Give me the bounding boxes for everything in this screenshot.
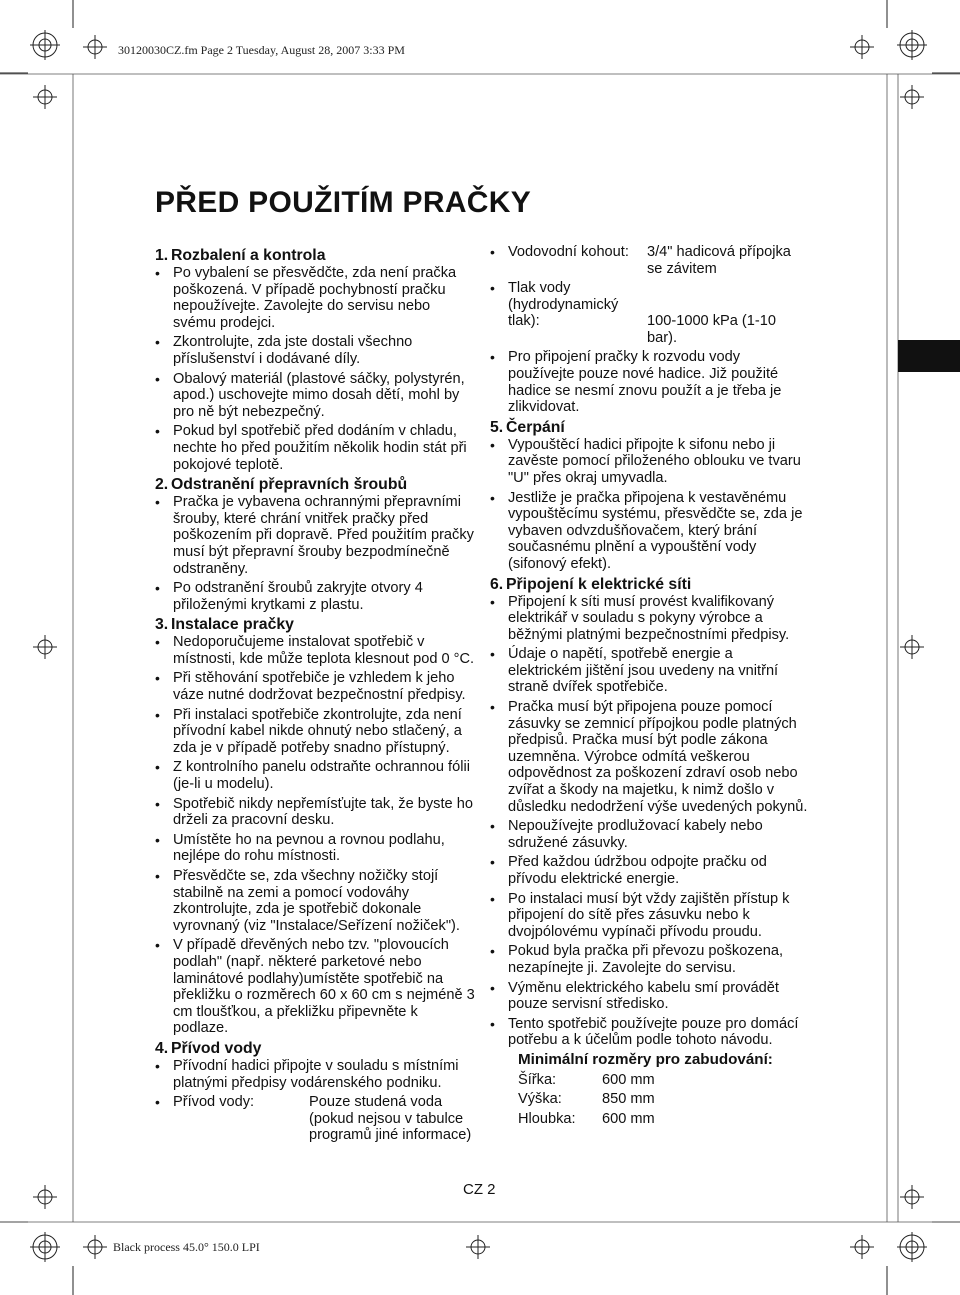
section-heading: 4. Přívod vody [155, 1039, 262, 1057]
list-item: • Nedoporučujeme instalovat spotřebič v místnosti, kde může teplota klesnout pod 0 °C. [155, 634, 475, 667]
list-item: • Po vybalení se přesvědčte, zda není pračka poškozená. V případě pochybností pračku nepoužívejte. Zavolejte do servisu nebo svému prodejci. [155, 265, 475, 331]
list-item-kv [490, 280, 810, 346]
kv-key: • Přívod vody: [173, 1094, 255, 1111]
kv-key: • Vodovodní kohout: [508, 244, 629, 260]
dimension-label: Hloubka: [518, 1110, 576, 1127]
dimension-row [518, 1090, 810, 1110]
list-item: • Pro připojení pračky k rozvodu vody používejte pouze nové hadice. Již použité hadice se nesmí znovu použít a je třeba je zlikvidovat. [490, 349, 810, 415]
dimension-value: 600 mm [602, 1071, 655, 1088]
page-number: CZ 2 [463, 1181, 496, 1198]
section-heading: 6. Připojení k elektrické síti [490, 575, 692, 593]
section-heading: 5. Čerpání [490, 418, 565, 436]
list-item: • Zkontrolujte, zda jste dostali všechno příslušenství i dodávané díly. [155, 334, 475, 367]
list-item: • Připojení k síti musí provést kvalifikovaný elektrikář v souladu s pokyny výrobce a běžnými platnými bezpečnostními předpisy. [490, 594, 810, 644]
dimension-value: 850 mm [602, 1091, 655, 1108]
list-item: • Vypouštěcí hadici připojte k sifonu nebo ji zavěste pomocí přiloženého oblouku ve tvaru "U" přes okraj umyvadla. [490, 437, 810, 487]
kv-value: Pouze studená voda (pokud nejsou v tabulce programů jiné informace) [309, 1094, 472, 1144]
thumb-index-tab [898, 340, 960, 372]
list-item: • Přesvědčte se, zda všechny nožičky stojí stabilně na zemi a pomocí vodováhy zkontrolujte, zda je spotřebič dokonale vyrovnaný (viz "Instalace/Seřízení nožiček"). [155, 868, 475, 934]
list-item: • V případě dřevěných nebo tzv. "plovoucích podlah" (např. některé parketové nebo laminátové podlahy)umístěte spotřebič na překližku o rozměrech 60 x 60 cm s nejméně 3 cm tloušťkou, a překližku připevněte k podlaze. [155, 937, 475, 1037]
list-item: • Umístěte ho na pevnou a rovnou podlahu, nejlépe do rohu místnosti. [155, 832, 475, 865]
list-item: • Při instalaci spotřebiče zkontrolujte, zda není přívodní kabel nikde ohnutý nebo stlačený, a zda je v případě potřeby snadno přístupný. [155, 707, 475, 757]
section-heading: 1. Rozbalení a kontrola [155, 247, 326, 264]
bullet-list [490, 244, 810, 416]
page-title: PŘED POUŽITÍM PRAČKY [155, 186, 532, 219]
bullet-list [490, 594, 810, 1049]
dimension-label: Šířka: [518, 1071, 557, 1088]
dimensions-table [490, 1071, 810, 1130]
list-item-kv [490, 244, 810, 277]
list-item: • Z kontrolního panelu odstraňte ochrannou fólii (je-li u modelu). [155, 759, 475, 792]
bullet-list [490, 437, 810, 573]
bullet-list [155, 1058, 475, 1144]
list-item: • Výměnu elektrického kabelu smí provádět pouze servisní středisko. [490, 980, 810, 1013]
left-column [155, 244, 475, 1147]
print-footer: Black process 45.0° 150.0 LPI [113, 1240, 260, 1254]
list-item: • Pračka musí být připojena pouze pomocí zásuvky se zemnicí přípojkou podle platných předpisů. Pračka musí být podle zákona uzemněna. Výrobce odmítá veškerou odpovědnost za poškození zdraví osob nebo zvířat a škody na majetku, k nimž došlo v důsledku nedodržení výše uvedených pokynů. [490, 699, 810, 815]
list-item: • Údaje o napětí, spotřebě energie a elektrickém jištění jsou uvedeny na vnitřní straně dvířek spotřebiče. [490, 646, 810, 696]
list-item: • Přívodní hadici připojte v souladu s místními platnými předpisy vodárenského podniku. [155, 1058, 475, 1091]
list-item: • Jestliže je pračka připojena k vestavěnému vypouštěcímu systému, přesvědčte se, zda je vybaven odvzdušňovačem, který brání současnému plnění a vypouštění vody (sifonový efekt). [490, 490, 810, 573]
list-item: • Po instalaci musí být vždy zajištěn přístup k připojení do sítě přes zásuvku nebo k dvojpólovému vypínači přívodu proudu. [490, 891, 810, 941]
list-item: • Pračka je vybavena ochrannými přepravními šrouby, které chrání vnitřek pračky před poškozením při dopravě. Před použitím pračky musí být přepravní šrouby bezpodmínečně odstraněny. [155, 494, 475, 577]
dimension-label: Výška: [518, 1091, 562, 1108]
list-item: • Pokud byla pračka při převozu poškozena, nezapínejte ji. Zavolejte do servisu. [490, 943, 810, 976]
kv-value: 100-1000 kPa (1-10 bar). [647, 313, 776, 346]
right-column [490, 244, 810, 1129]
kv-value: 3/4" hadicová přípojka se závitem [647, 244, 791, 277]
print-header: 30120030CZ.fm Page 2 Tuesday, August 28, 2007 3:33 PM [118, 43, 405, 57]
dimension-row [518, 1071, 810, 1091]
bullet-list [155, 265, 475, 473]
list-item: • Obalový materiál (plastové sáčky, polystyrén, apod.) uschovejte mimo dosah dětí, mohl by pro ně být nebezpečný. [155, 371, 475, 421]
list-item: • Spotřebič nikdy nepřemísťujte tak, že byste ho drželi za pracovní desku. [155, 796, 475, 829]
list-item: • Nepoužívejte prodlužovací kabely nebo sdružené zásuvky. [490, 818, 810, 851]
dimension-value: 600 mm [602, 1110, 655, 1127]
list-item-kv [155, 1094, 475, 1144]
list-item: • Po odstranění šroubů zakryjte otvory 4 přiloženými krytkami z plastu. [155, 580, 475, 613]
bullet-list [155, 634, 475, 1037]
section-heading: 3. Instalace pračky [155, 616, 294, 634]
list-item: • Tento spotřebič používejte pouze pro domácí potřebu a k účelům podle tohoto návodu. [490, 1016, 810, 1049]
kv-key: • Tlak vody (hydrodynamický tlak): [508, 280, 619, 330]
list-item: • Pokud byl spotřebič před dodáním v chladu, nechte ho před použitím několik hodin stát při pokojové teplotě. [155, 423, 475, 473]
section-heading: 2. Odstranění přepravních šroubů [155, 476, 408, 494]
dimensions-title: Minimální rozměry pro zabudování: [518, 1050, 773, 1068]
dimension-row [518, 1110, 810, 1130]
bullet-list [155, 494, 475, 613]
list-item: • Před každou údržbou odpojte pračku od přívodu elektrické energie. [490, 854, 810, 887]
list-item: • Při stěhování spotřebiče je vzhledem k jeho váze nutné dodržovat bezpečnostní předpisy. [155, 670, 475, 703]
